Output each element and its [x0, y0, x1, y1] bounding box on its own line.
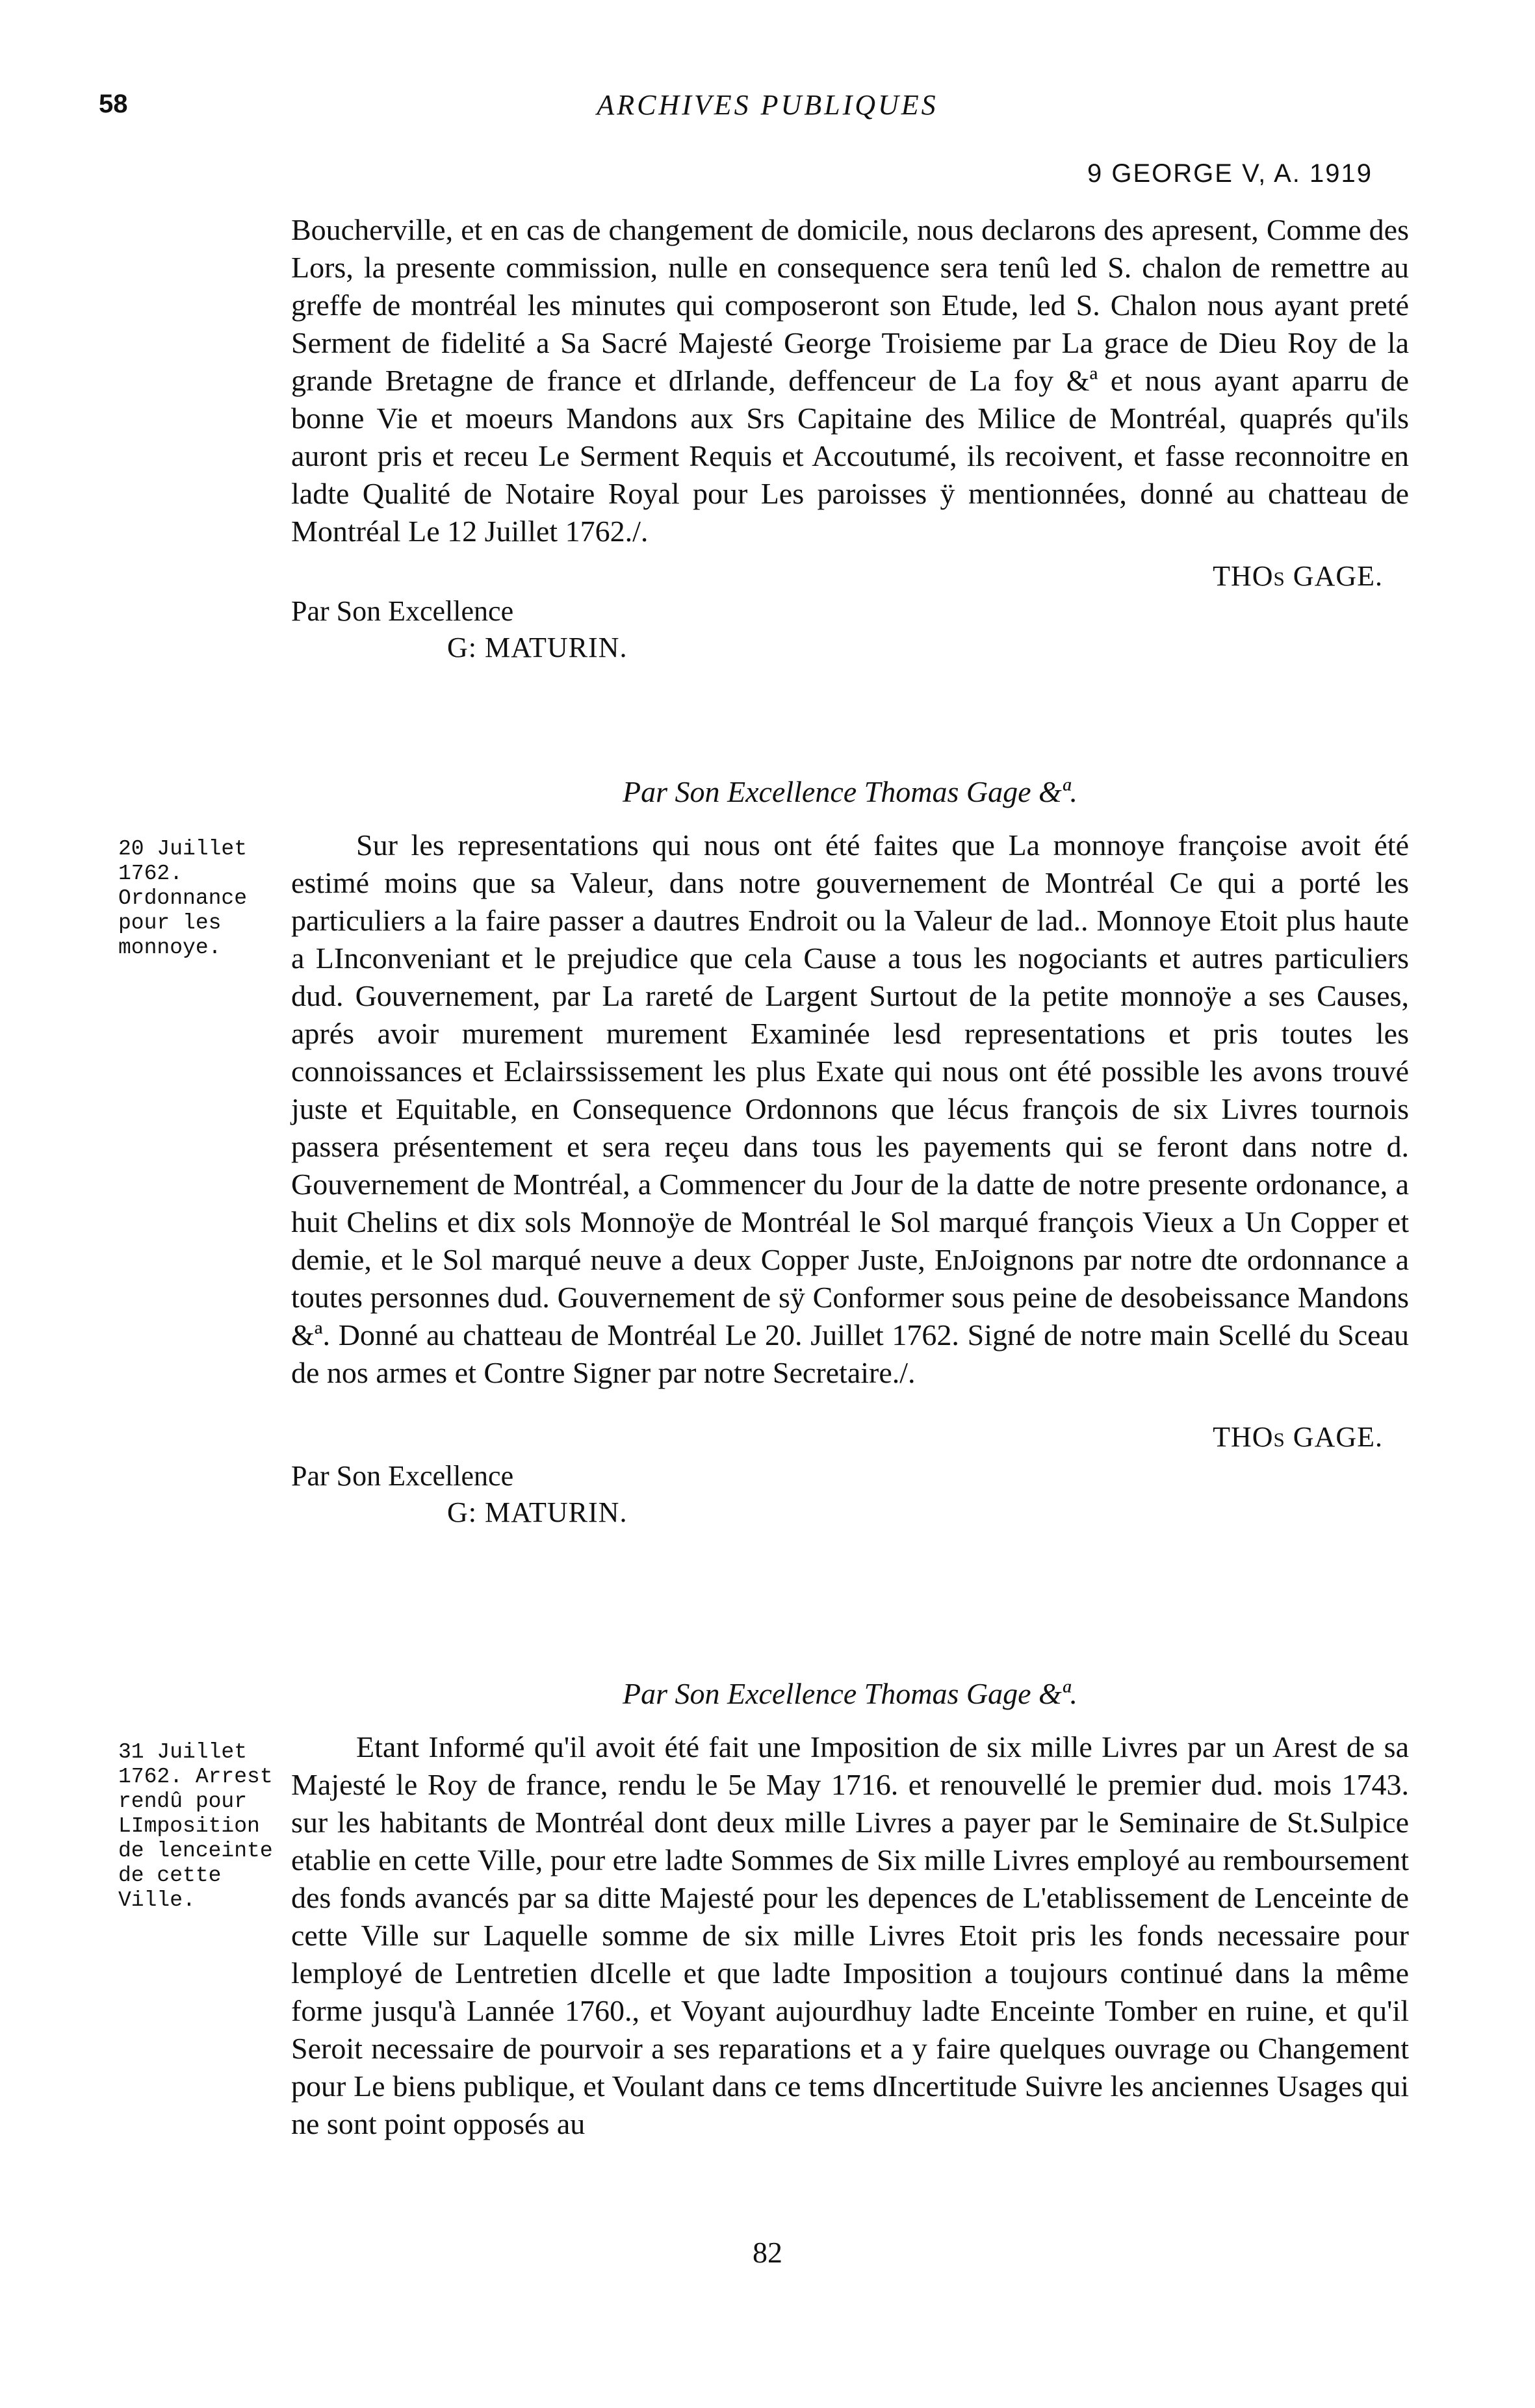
paragraph-arrest: Etant Informé qu'il avoit été fait une Imposition de six mille Livres par un Arest de sa Majesté le Roy de france, rendu le 5e May 1716. et renouvellé le premier dud. mois 1743. sur les habitants de Montréal dont deux mille Livres a payer par le Seminaire de St.Sulpice etablie en cette Ville, pour etre ladte Sommes de Six mille Livres employé au remboursement des fonds avancés par sa ditte Majesté pour les depences de L'etablissement de Lenceinte de cette Ville sur Laquelle somme de six mille Livres Etoit pris les fonds necessaire pour lemployé de Lentretien dIcelle et que ladte Imposition a toujours continué dans la même forme jusqu'à Lannée 1760., et Voyant aujourdhuy ladte Enceinte Tomber en ruine, et qu'il Seroit necessaire de pourvoir a ses reparations et a y faire quelques ouvrage ou Changement pour Le biens publique, et Voulant dans ce tems dIncertitude Suivre les anciennes Usages qui ne sont point opposés au	[291, 1730, 1409, 2140]
par-son-excellence: Par Son Excellence	[291, 595, 514, 627]
page-number: 58	[99, 90, 128, 118]
folio-number: 82	[753, 2236, 782, 2269]
section-3	[291, 1675, 1409, 2143]
paragraph-ordonnance: Sur les representations qui nous ont été faites que La monnoye françoise avoit été estimé moins que sa Valeur, dans notre gouvernement de Montréal Ce qui a porté les particuliers a la faire passer a dautres Endroit ou la Valeur de lad.. Monnoye Etoit plus haute a LInconveniant et le prejudice que cela Cause a tous les nogociants et autres particuliers dud. Gouvernement, par La rareté de Largent Surtout de la petite monnoÿe a ses Causes, aprés avoir murement murement Examinée lesd representations et pris toutes les connoissances et Eclairssissement les plus Exate qui nous ont été possible les avons trouvé juste et Equitable, en Consequence Ordonnons que lécus françois de six Livres tournois passera présentement et sera reçeu dans tous les payements qui se feront dans notre d. Gouvernement de Montréal, a Commencer du Jour de la datte de notre presente ordonance, a huit Chelins et dix sols Monnoÿe de Montréal le Sol marqué françois Vieux a Un Copper et demie, et le Sol marqué neuve a deux Copper Juste, EnJoignons par notre dte ordonnance a toutes personnes dud. Gouvernement de sÿ Conformer sous peine de desobeissance Mandons &ª. Donné au chatteau de Montréal Le 20. Juillet 1762. Signé de notre main Scellé du Sceau de nos armes et Contre Signer par notre Secretaire./.	[291, 828, 1409, 1389]
running-title: ARCHIVES PUBLIQUES	[597, 89, 938, 121]
secretary-signature: G: MATURIN.	[447, 1496, 628, 1528]
section-heading: Par Son Excellence Thomas Gage &ª.	[623, 1677, 1077, 1710]
margin-note-arrest: 31 Juillet 1762. Arrest rendû pour LImposition de lenceinte de cette Ville.	[118, 1740, 273, 1912]
paragraph-commission: Boucherville, et en cas de changement de domicile, nous declarons des apresent, Comme des Lors, la presente commission, nulle en consequence sera tenû led S. chalon de remettre au greffe de montréal les minutes qui composeront son Etude, led S. Chalon nous ayant preté Serment de fidelité a Sa Sacré Majesté George Troisieme par La grace de Dieu Roy de la grande Bretagne de france et dIrlande, deffenceur de La foy &ª et nous ayant aparru de bonne Vie et moeurs Mandons aux Srs Capitaine des Milice de Montréal, quaprés qu'ils auront pris et receu Le Serment Requis et Accoutumé, ils recoivent, et fasse reconnoitre en ladte Qualité de Notaire Royal pour Les paroisses ÿ mentionnées, donné au chatteau de Montréal Le 12 Juillet 1762./.	[291, 213, 1409, 548]
section-heading: Par Son Excellence Thomas Gage &ª.	[623, 775, 1077, 808]
section-1	[291, 211, 1409, 666]
margin-note-ordonnance: 20 Juillet 1762. Ordonnance pour les monnoye.	[118, 837, 248, 960]
par-son-excellence: Par Son Excellence	[291, 1460, 514, 1492]
signature-gage: THOs GAGE.	[1213, 560, 1383, 592]
section-2	[291, 773, 1409, 1531]
signature-gage: THOs GAGE.	[1213, 1421, 1383, 1453]
secretary-signature: G: MATURIN.	[447, 632, 628, 663]
session-label: 9 GEORGE V, A. 1919	[1087, 159, 1373, 188]
